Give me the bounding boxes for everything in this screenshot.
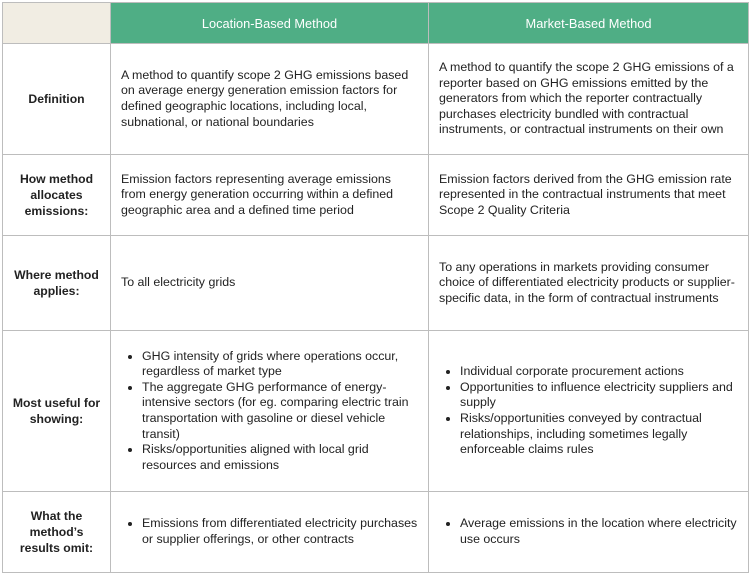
table-row-definition [3, 44, 749, 155]
table-row-omit [3, 492, 749, 573]
row-label-useful: Most useful for showing: [3, 331, 111, 492]
list-item: • The aggregate GHG performance of energy-intensive sectors (for eg. comparing electric train transportation with gasoline or diesel vehicle transit) [142, 380, 418, 442]
market-based-header: Market-Based Method [429, 3, 749, 44]
list-item: • Emissions from differentiated electricity purchases or supplier offerings, or other contracts [142, 516, 418, 547]
list-item: • Risks/opportunities aligned with local grid resources and emissions [142, 442, 418, 473]
allocation-location-cell: Emission factors representing average emissions from energy generation occurring within a defined geographic area and a defined time period [111, 155, 429, 236]
omit-location-cell [111, 492, 429, 573]
useful-market-cell [429, 331, 749, 492]
location-based-header: Location-Based Method [111, 3, 429, 44]
row-label-applies: Where method applies: [3, 236, 111, 331]
omit-location-list [121, 516, 418, 547]
list-item: • Average emissions in the location where electricity use occurs [460, 516, 738, 547]
definition-market-cell: A method to quantify the scope 2 GHG emissions of a reporter based on GHG emissions emitted by the generators from which the reporter contractually purchases electricity bundled with contractual instruments, or contractual instruments on their own [429, 44, 749, 155]
applies-location-cell: To all electricity grids [111, 236, 429, 331]
list-item: • Individual corporate procurement actions [460, 364, 738, 380]
useful-market-list [439, 364, 738, 458]
list-item: • Opportunities to influence electricity suppliers and supply [460, 380, 738, 411]
useful-location-cell [111, 331, 429, 492]
allocation-market-cell: Emission factors derived from the GHG emission rate represented in the contractual instruments that meet Scope 2 Quality Criteria [429, 155, 749, 236]
omit-market-cell [429, 492, 749, 573]
header-row [3, 3, 749, 44]
row-label-allocation: How method allocates emissions: [3, 155, 111, 236]
useful-location-list [121, 349, 418, 474]
row-label-definition: Definition [3, 44, 111, 155]
applies-market-cell: To any operations in markets providing consumer choice of differentiated electricity products or supplier-specific data, in the form of contractual instruments [429, 236, 749, 331]
table-row-allocation [3, 155, 749, 236]
table-row-applies [3, 236, 749, 331]
corner-cell [3, 3, 111, 44]
list-item: • Risks/opportunities conveyed by contractual relationships, including sometimes legally enforceable claims rules [460, 411, 738, 458]
list-item: • GHG intensity of grids where operations occur, regardless of market type [142, 349, 418, 380]
definition-location-cell: A method to quantify scope 2 GHG emissions based on average energy generation emission factors for defined geographic locations, including local, subnational, or national boundaries [111, 44, 429, 155]
table-row-useful [3, 331, 749, 492]
omit-market-list [439, 516, 738, 547]
comparison-table [2, 2, 749, 573]
row-label-omit: What the method’s results omit: [3, 492, 111, 573]
